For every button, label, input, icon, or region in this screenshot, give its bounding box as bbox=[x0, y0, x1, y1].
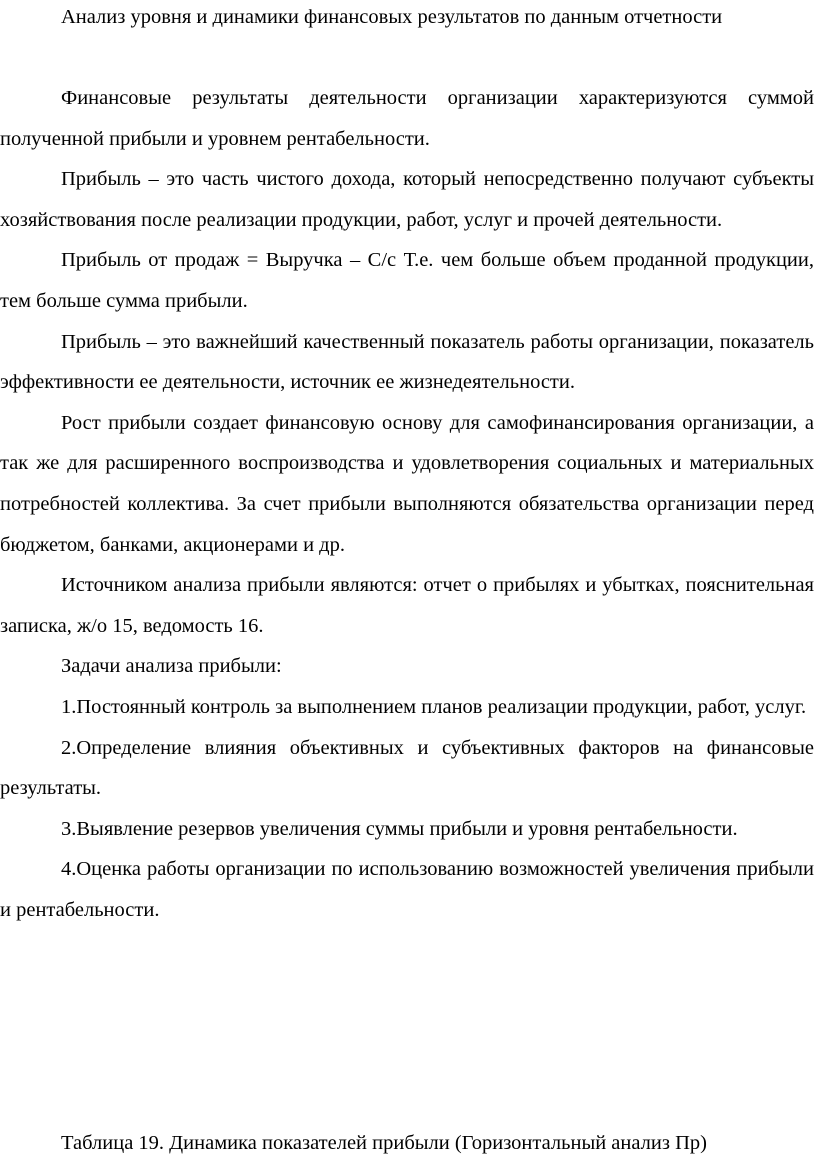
document-title: Анализ уровня и динамики финансовых результатов по данным отчетности bbox=[61, 6, 723, 28]
paragraph-profit-formula: Прибыль от продаж = Выручка – С/с Т.е. чем больше объем проданной продукции, тем больше сумма прибыли. bbox=[0, 249, 814, 312]
list-item-task-2: 2.Определение влияния объективных и субъективных факторов на финансовые результаты. bbox=[0, 736, 814, 800]
document-body bbox=[0, 78, 814, 930]
paragraph-financial-results: Финансовые результаты деятельности организации характеризуются суммой полученной прибыли и уровнем рентабельности. bbox=[0, 87, 814, 150]
list-item-task-1: 1.Постоянный контроль за выполнением планов реализации продукции, работ, услуг. bbox=[61, 695, 807, 718]
paragraph-profit-growth: Рост прибыли создает финансовую основу для самофинансирования организации, а так же для расширенного воспроизводства и удовлетворения социальных и материальных потребностей коллектива. За счет прибыли выполняются обязательства организации перед бюджетом, банками, акционерами и др. bbox=[0, 411, 814, 556]
paragraph-analysis-sources: Источником анализа прибыли являются: отчет о прибылях и убытках, пояснительная записка, ж/о 15, ведомость 16. bbox=[0, 574, 814, 637]
paragraph-profit-indicator: Прибыль – это важнейший качественный показатель работы организации, показатель эффективности ее деятельности, источник ее жизнедеятельности. bbox=[0, 330, 814, 394]
list-item-task-4: 4.Оценка работы организации по использованию возможностей увеличения прибыли и рентабельности. bbox=[0, 858, 814, 921]
table-caption: Таблица 19. Динамика показателей прибыли (Горизонтальный анализ Пр) bbox=[61, 1132, 707, 1154]
paragraph-profit-definition: Прибыль – это часть чистого дохода, который непосредственно получают субъекты хозяйствования после реализации продукции, работ, услуг и прочей деятельности. bbox=[0, 168, 814, 231]
paragraph-analysis-tasks-heading: Задачи анализа прибыли: bbox=[61, 655, 282, 678]
list-item-task-3: 3.Выявление резервов увеличения суммы прибыли и уровня рентабельности. bbox=[61, 817, 738, 840]
